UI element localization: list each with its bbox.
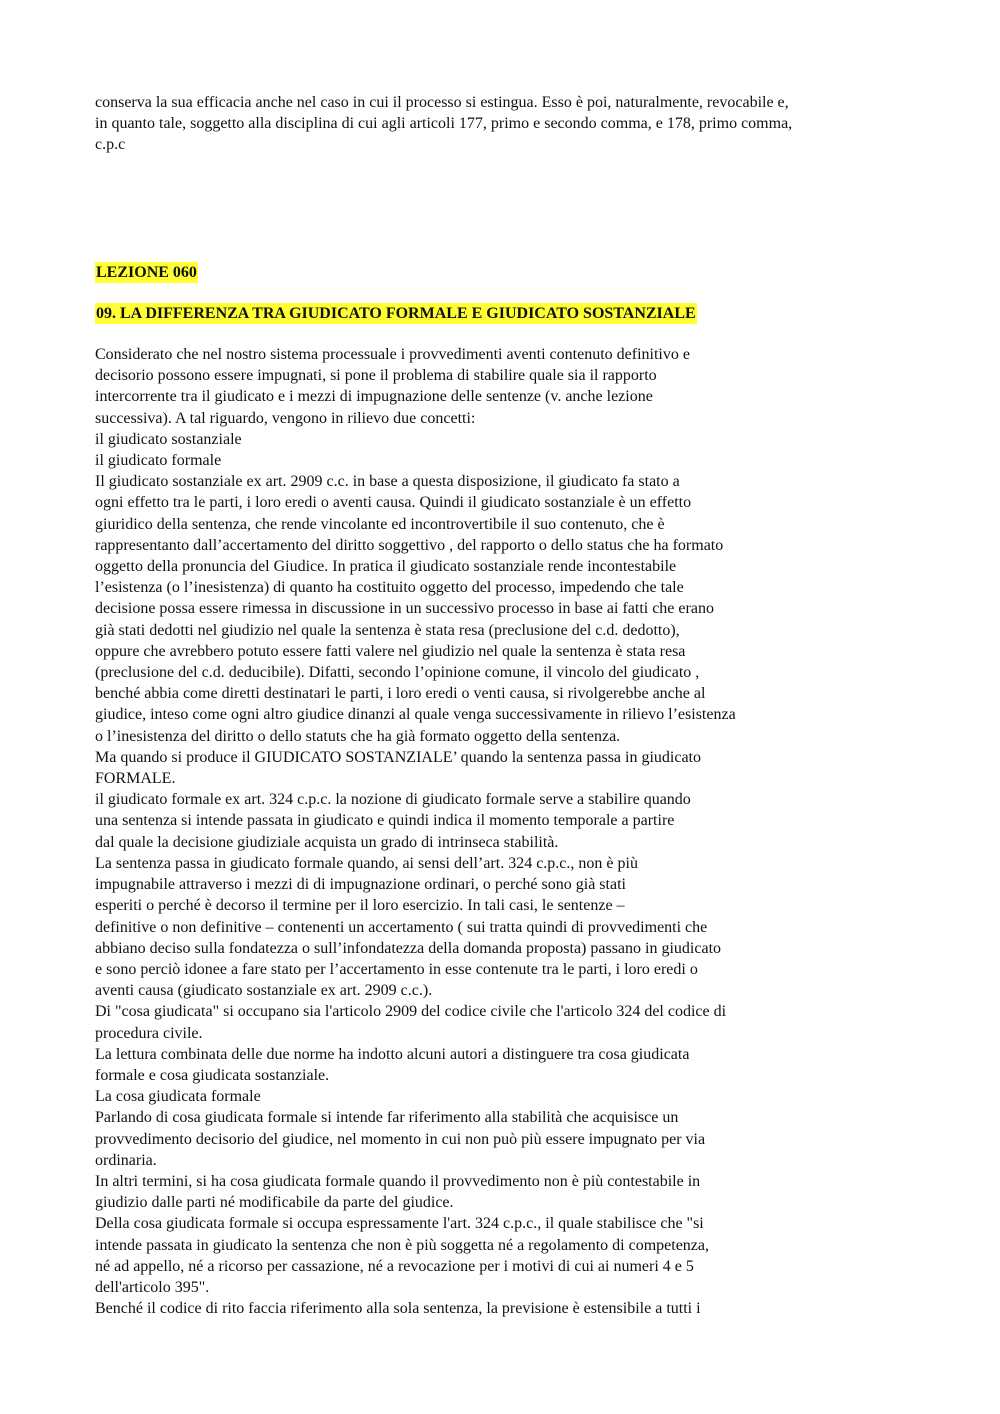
lesson-heading-row [95, 262, 915, 283]
text-line: dell'articolo 395". [95, 1278, 210, 1296]
intro-paragraph [95, 92, 915, 156]
text-line: Parlando di cosa giudicata formale si intende far riferimento alla stabilità che acquisisce un [95, 1109, 679, 1127]
text-line: dal quale la decisione giudiziale acquista un grado di intrinseca stabilità. [95, 833, 559, 851]
text-line: ordinaria. [95, 1151, 157, 1169]
text-line: oppure che avrebbero potuto essere fatti valere nel giudizio nel quale la sentenza è stata resa [95, 642, 686, 660]
text-line: conserva la sua efficacia anche nel caso in cui il processo si estingua. Esso è poi, naturalmente, revocabile e, [95, 94, 789, 111]
text-line: Benché il codice di rito faccia riferimento alla sola sentenza, la previsione è estensibile a tutti i [95, 1300, 701, 1318]
text-line: impugnabile attraverso i mezzi di di impugnazione ordinari, o perché sono già stati [95, 876, 626, 894]
text-line: giuridico della sentenza, che rende vincolante ed incontrovertibile il suo contenuto, che è [95, 515, 665, 533]
text-line: La sentenza passa in giudicato formale quando, ai sensi dell’art. 324 c.p.c., non è più [95, 854, 638, 872]
text-line: oggetto della pronuncia del Giudice. In pratica il giudicato sostanziale rende incontestabile [95, 558, 677, 576]
text-line: intercorrente tra il giudicato e i mezzi di impugnazione delle sentenze (v. anche lezione [95, 388, 653, 406]
text-line: formale e cosa giudicata sostanziale. [95, 1066, 330, 1084]
text-line: FORMALE. [95, 770, 176, 788]
text-line: giudice, inteso come ogni altro giudice dinanzi al quale venga successivamente in rilievo l’esistenza [95, 706, 736, 724]
text-line: c.p.c [95, 136, 126, 154]
text-line: rappresentanto dall’accertamento del diritto soggettivo , del rapporto o dello status che ha formato [95, 536, 724, 554]
text-line: La lettura combinata delle due norme ha indotto alcuni autori a distinguere tra cosa giudicata [95, 1045, 690, 1063]
text-line: provvedimento decisorio del giudice, nel momento in cui non può più essere impugnato per via [95, 1130, 706, 1148]
text-line: decisorio possono essere impugnati, si pone il problema di stabilire quale sia il rapporto [95, 367, 657, 385]
text-line: procedura civile. [95, 1024, 203, 1042]
text-line: e sono perciò idonee a fare stato per l’accertamento in esse contenute tra le parti, i loro eredi o [95, 960, 698, 978]
text-line: Della cosa giudicata formale si occupa espressamente l'art. 324 c.p.c., il quale stabilisce che "si [95, 1215, 704, 1233]
text-line: in quanto tale, soggetto alla disciplina di cui agli articoli 177, primo e secondo comma, e 178, primo comma, [95, 115, 793, 133]
text-line: una sentenza si intende passata in giudicato e quindi indica il momento temporale a partire [95, 812, 675, 830]
text-line: Di "cosa giudicata" si occupano sia l'articolo 2909 del codice civile che l'articolo 324 del codice di [95, 1003, 727, 1021]
text-line: Il giudicato sostanziale ex art. 2909 c.c. in base a questa disposizione, il giudicato fa stato a [95, 473, 680, 491]
text-line: benché abbia come diretti destinatari le parti, i loro eredi o venti causa, si rivolgerebbe anche al [95, 685, 706, 703]
text-line: decisione possa essere rimessa in discussione in un successivo processo in base ai fatti che erano [95, 600, 714, 618]
document-page [95, 92, 915, 1319]
body-text [95, 344, 915, 1319]
text-line: In altri termini, si ha cosa giudicata formale quando il provvedimento non è più contestabile in [95, 1172, 701, 1190]
text-line: il giudicato formale ex art. 324 c.p.c. la nozione di giudicato formale serve a stabilire quando [95, 791, 691, 809]
text-line: esperiti o perché è decorso il termine per il loro esercizio. In tali casi, le sentenze – [95, 897, 625, 915]
text-line: definitive o non definitive – contenenti un accertamento ( sui tratta quindi di provvedimenti che [95, 918, 708, 936]
section-heading-row [95, 303, 915, 324]
text-line: aventi causa (giudicato sostanziale ex art. 2909 c.c.). [95, 982, 433, 1000]
section-heading: 09. LA DIFFERENZA TRA GIUDICATO FORMALE E GIUDICATO SOSTANZIALE [96, 304, 696, 322]
text-line: né ad appello, né a ricorso per cassazione, né a revocazione per i motivi di cui ai numeri 4 e 5 [95, 1257, 694, 1275]
text-line: La cosa giudicata formale [95, 1088, 261, 1106]
text-line: ogni effetto tra le parti, i loro eredi o aventi causa. Quindi il giudicato sostanziale è un effetto [95, 494, 692, 512]
text-line: Ma quando si produce il GIUDICATO SOSTANZIALE’ quando la sentenza passa in giudicato [95, 748, 701, 766]
text-line: il giudicato sostanziale [95, 430, 242, 448]
text-line: intende passata in giudicato la sentenza che non è più soggetta né a regolamento di competenza, [95, 1236, 709, 1254]
text-line: Considerato che nel nostro sistema processuale i provvedimenti aventi contenuto definitivo e [95, 346, 690, 364]
text-line: giudizio dalle parti né modificabile da parte del giudice. [95, 1194, 454, 1212]
lesson-heading: LEZIONE 060 [96, 263, 197, 281]
text-line: o l’inesistenza del diritto o dello statuts che ha già formato oggetto della sentenza. [95, 727, 621, 745]
text-line: successiva). A tal riguardo, vengono in rilievo due concetti: [95, 409, 476, 427]
text-line: l’esistenza (o l’inesistenza) di quanto ha costituito oggetto del processo, impedendo che tale [95, 579, 684, 597]
text-line: abbiano deciso sulla fondatezza o sull’infondatezza della domanda proposta) passano in giudicato [95, 939, 722, 957]
text-line: il giudicato formale [95, 452, 222, 470]
text-line: (preclusione del c.d. deducibile). Difatti, secondo l’opinione comune, il vincolo del giudicato , [95, 664, 700, 682]
text-line: già stati dedotti nel giudizio nel quale la sentenza è stata resa (preclusione del c.d. dedotto), [95, 621, 680, 639]
